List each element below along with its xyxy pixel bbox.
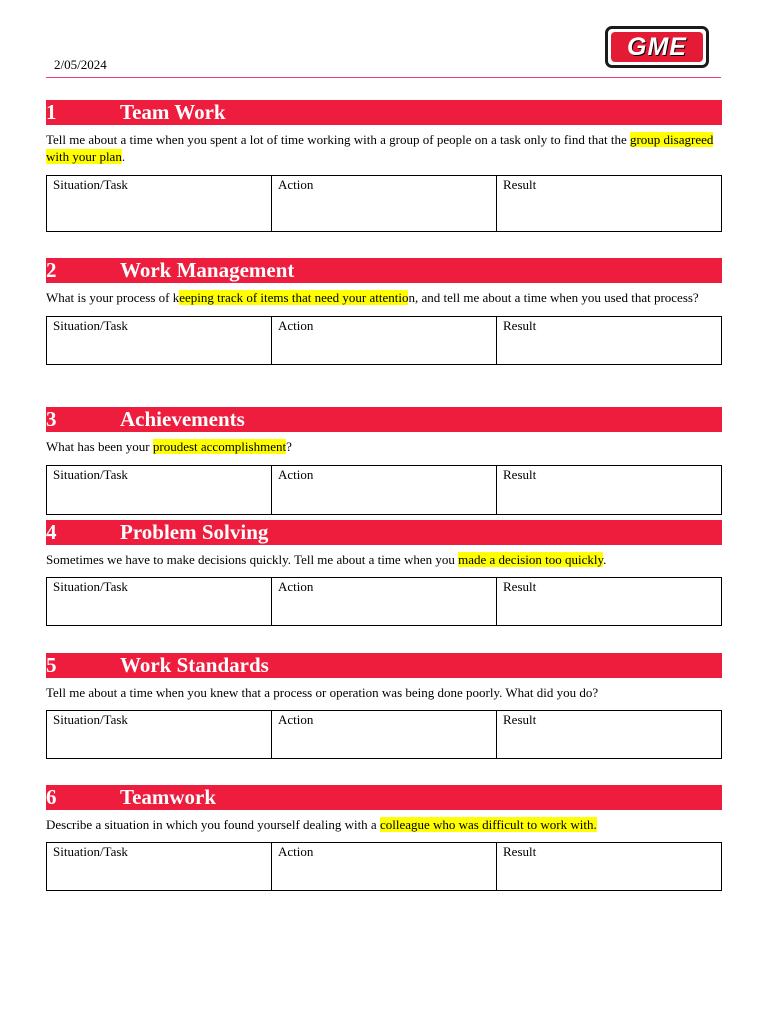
question-text: Tell me about a time when you spent a lot of time working with a group of people on a task only to find that the group disagreed with your plan. <box>46 132 714 164</box>
section-heading <box>46 407 722 432</box>
result-cell[interactable]: Result <box>497 176 722 232</box>
section-heading <box>46 100 722 125</box>
situation-task-cell[interactable]: Situation/Task <box>47 711 272 759</box>
section-number: 3 <box>46 407 57 431</box>
section-title: Teamwork <box>120 785 217 809</box>
section-team-work <box>46 100 722 232</box>
action-cell[interactable]: Action <box>272 578 497 626</box>
question-text: Sometimes we have to make decisions quickly. Tell me about a time when you made a decision too quickly. <box>46 552 607 567</box>
result-cell[interactable]: Result <box>497 466 722 515</box>
section-heading <box>46 785 722 810</box>
result-cell[interactable]: Result <box>497 317 722 365</box>
star-response-table <box>46 316 722 365</box>
section-heading <box>46 258 722 283</box>
section-heading <box>46 653 722 678</box>
result-cell[interactable]: Result <box>497 578 722 626</box>
header-divider <box>46 77 721 78</box>
action-cell[interactable]: Action <box>272 711 497 759</box>
situation-task-cell[interactable]: Situation/Task <box>47 578 272 626</box>
action-cell[interactable]: Action <box>272 176 497 232</box>
highlighted-text: eeping track of items that need your attentio <box>179 290 409 305</box>
highlighted-text: group disagreed with your plan <box>46 132 714 164</box>
situation-task-cell[interactable]: Situation/Task <box>47 466 272 515</box>
document-date: 2/05/2024 <box>54 57 107 72</box>
result-cell[interactable]: Result <box>497 711 722 759</box>
question-text: Describe a situation in which you found yourself dealing with a colleague who was difficult to work with. <box>46 817 597 832</box>
section-title: Problem Solving <box>120 520 269 544</box>
section-work-management <box>46 258 722 365</box>
star-response-table <box>46 175 722 232</box>
highlighted-text: colleague who was difficult to work with. <box>379 817 597 832</box>
section-title: Work Standards <box>120 653 269 677</box>
gme-logo <box>605 26 709 68</box>
action-cell[interactable]: Action <box>272 317 497 365</box>
action-cell[interactable]: Action <box>272 843 497 891</box>
highlighted-text: proudest accomplishment <box>152 439 287 454</box>
action-cell[interactable]: Action <box>272 466 497 515</box>
section-title: Team Work <box>120 100 226 124</box>
section-work-standards <box>46 653 722 759</box>
question-text: Tell me about a time when you knew that a process or operation was being done poorly. What did you do? <box>46 685 599 700</box>
section-number: 5 <box>46 653 57 677</box>
star-response-table <box>46 465 722 515</box>
star-response-table <box>46 710 722 759</box>
section-title: Work Management <box>120 258 295 282</box>
question-text: What is your process of keeping track of items that need your attention, and tell me about a time when you used that process? <box>46 290 699 305</box>
highlighted-text: made a decision too quickly <box>458 552 604 567</box>
situation-task-cell[interactable]: Situation/Task <box>47 176 272 232</box>
section-achievements <box>46 407 722 515</box>
section-problem-solving <box>46 520 722 626</box>
section-title: Achievements <box>120 407 245 431</box>
section-number: 2 <box>46 258 57 282</box>
situation-task-cell[interactable]: Situation/Task <box>47 317 272 365</box>
result-cell[interactable]: Result <box>497 843 722 891</box>
question-text: What has been your proudest accomplishment? <box>46 439 292 454</box>
section-number: 1 <box>46 100 57 124</box>
section-teamwork <box>46 785 722 891</box>
star-response-table <box>46 842 722 891</box>
star-response-table <box>46 577 722 626</box>
situation-task-cell[interactable]: Situation/Task <box>47 843 272 891</box>
logo-text: GME <box>611 32 703 62</box>
section-heading <box>46 520 722 545</box>
section-number: 4 <box>46 520 57 544</box>
section-number: 6 <box>46 785 57 809</box>
